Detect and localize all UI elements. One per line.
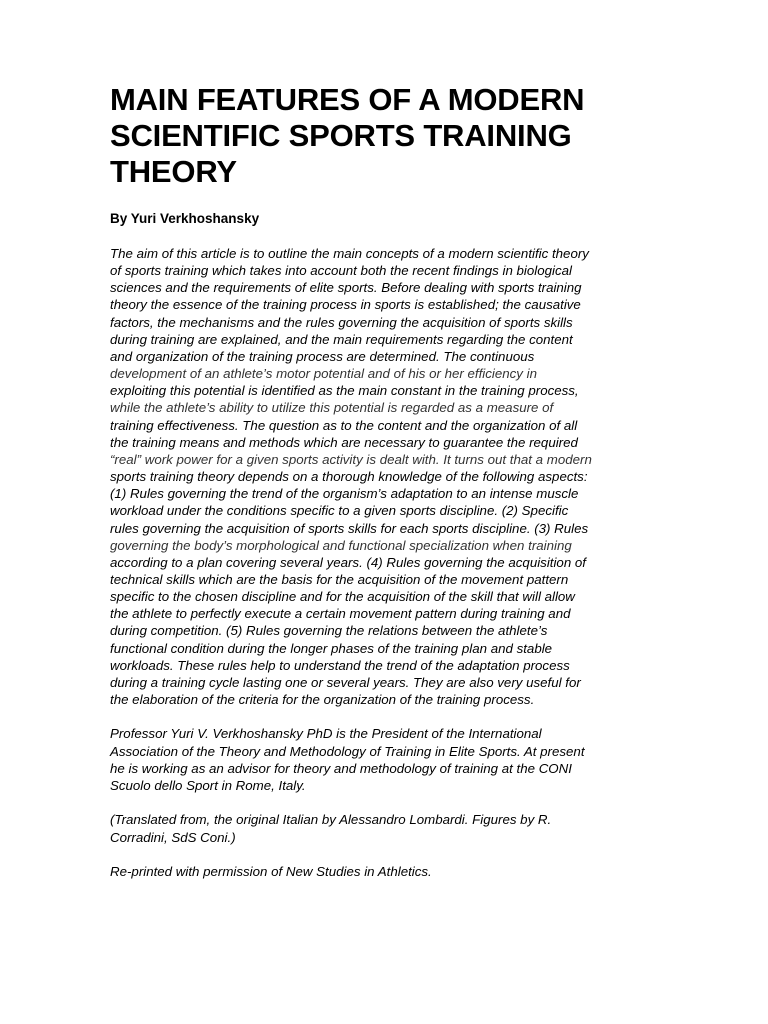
abstract-line: governing the body’s morphological and functional specialization when training bbox=[110, 537, 572, 553]
translation-line: Corradini, SdS Coni.) bbox=[110, 829, 236, 845]
bio-line: Professor Yuri V. Verkhoshansky PhD is the President of the International bbox=[110, 726, 542, 742]
abstract-line: during competition. (5) Rules governing the relations between the athlete’s bbox=[110, 623, 548, 639]
abstract-line: the training means and methods which are necessary to guarantee the required bbox=[110, 434, 578, 450]
reprint-line: Re-printed with permission of New Studies in Athletics. bbox=[110, 864, 432, 879]
title-line: THEORY bbox=[110, 154, 237, 189]
abstract-line: specific to the chosen discipline and for the acquisition of the skill that will allow bbox=[110, 589, 575, 605]
abstract-line: rules governing the acquisition of sports skills for each sports discipline. (3) Rules bbox=[110, 520, 589, 536]
document-page bbox=[110, 82, 658, 880]
abstract-line: while the athlete’s ability to utilize this potential is regarded as a measure of bbox=[110, 400, 554, 416]
abstract-line: workload under the conditions specific to a given sports discipline. (2) Specific bbox=[110, 503, 569, 519]
author-byline: By Yuri Verkhoshansky bbox=[110, 211, 260, 226]
bio-line: Scuolo dello Sport in Rome, Italy. bbox=[110, 778, 306, 794]
author-bio bbox=[110, 725, 658, 794]
abstract-line: sciences and the requirements of elite sports. Before dealing with sports training bbox=[110, 280, 582, 296]
bio-line: Association of the Theory and Methodology of Training in Elite Sports. At present bbox=[110, 743, 585, 759]
abstract-line: technical skills which are the basis for the acquisition of the movement pattern bbox=[110, 571, 569, 587]
document-title bbox=[110, 82, 658, 190]
abstract-line: of sports training which takes into account both the recent findings in biological bbox=[110, 263, 572, 279]
abstract-line: training effectiveness. The question as to the content and the organization of all bbox=[110, 417, 578, 433]
abstract-line: workloads. These rules help to understand the trend of the adaptation process bbox=[110, 657, 570, 673]
abstract-line: The aim of this article is to outline the main concepts of a modern scientific theory bbox=[110, 246, 589, 261]
abstract-line: functional condition during the longer phases of the training plan and stable bbox=[110, 640, 553, 656]
abstract-line: according to a plan covering several years. (4) Rules governing the acquisition of bbox=[110, 554, 586, 570]
abstract-line: exploiting this potential is identified as the main constant in the training process, bbox=[110, 383, 579, 399]
abstract-line: (1) Rules governing the trend of the organism’s adaptation to an intense muscle bbox=[110, 486, 579, 502]
abstract-line: development of an athlete’s motor potential and of his or her efficiency in bbox=[110, 366, 537, 382]
title-line: MAIN FEATURES OF A MODERN bbox=[110, 82, 585, 117]
abstract-line: the athlete to perfectly execute a certain movement pattern during training and bbox=[110, 606, 571, 622]
abstract-line: and organization of the training process are determined. The continuous bbox=[110, 348, 535, 364]
abstract-line: during a training cycle lasting one or several years. They are also very useful for bbox=[110, 674, 581, 690]
abstract-line: factors, the mechanisms and the rules governing the acquisition of sports skills bbox=[110, 314, 573, 330]
abstract-paragraph bbox=[110, 245, 658, 708]
bio-line: he is working as an advisor for theory and methodology of training at the CONI bbox=[110, 760, 572, 776]
translation-note bbox=[110, 811, 658, 846]
reprint-note bbox=[110, 863, 658, 880]
abstract-line: “real” work power for a given sports activity is dealt with. It turns out that a modern bbox=[110, 451, 592, 467]
abstract-line: the elaboration of the criteria for the organization of the training process. bbox=[110, 692, 535, 708]
abstract-line: during training are explained, and the main requirements regarding the content bbox=[110, 331, 573, 347]
abstract-line: sports training theory depends on a thorough knowledge of the following aspects: bbox=[110, 469, 588, 485]
abstract-line: theory the essence of the training process in sports is established; the causative bbox=[110, 297, 581, 313]
translation-line: (Translated from, the original Italian by Alessandro Lombardi. Figures by R. bbox=[110, 812, 552, 828]
title-line: SCIENTIFIC SPORTS TRAINING bbox=[110, 118, 572, 153]
